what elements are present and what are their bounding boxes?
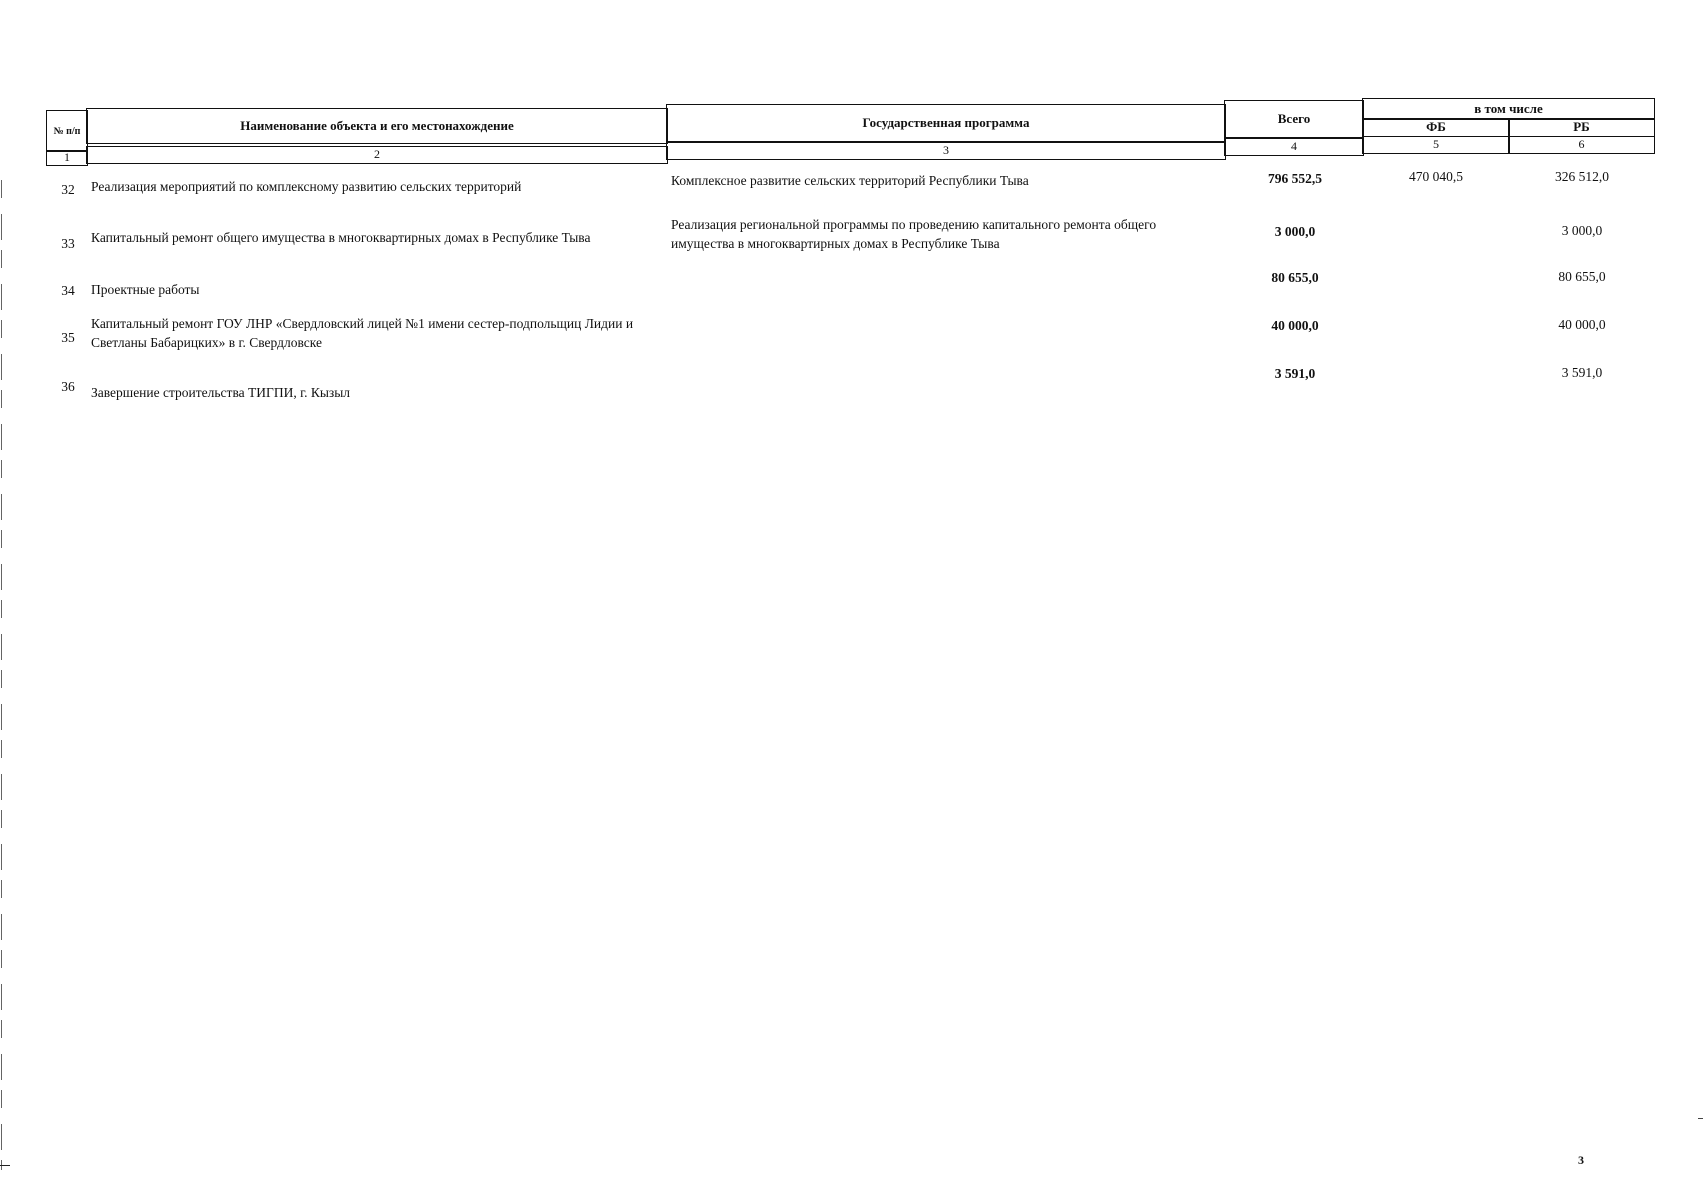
row-36-rb: 3 591,0 bbox=[1561, 365, 1603, 380]
header-col-rb: РБ bbox=[1508, 118, 1655, 137]
row-33-num: 33 bbox=[61, 236, 75, 251]
row-32-total: 796 552,5 bbox=[1268, 171, 1322, 186]
row-32-fb: 470 040,5 bbox=[1409, 169, 1463, 184]
scan-corner-artifact bbox=[0, 1165, 10, 1166]
row-33-rb: 3 000,0 bbox=[1561, 223, 1603, 238]
column-number-6: 6 bbox=[1508, 136, 1655, 154]
row-34-total: 80 655,0 bbox=[1271, 270, 1319, 285]
row-34-num: 34 bbox=[61, 283, 75, 298]
row-34-name: Проектные работы bbox=[91, 282, 200, 297]
row-35-total: 40 000,0 bbox=[1271, 318, 1319, 333]
row-33-total: 3 000,0 bbox=[1274, 224, 1316, 239]
row-32-program: Комплексное развитие сельских территорий Республики Тыва bbox=[671, 173, 1029, 188]
row-33-program: Реализация региональной программы по проведению капитального ремонта общего имущества в многоквартирных домах в Республике Тыва bbox=[671, 217, 1157, 251]
header-col-fb: ФБ bbox=[1362, 118, 1510, 137]
header-col-num: № п/п bbox=[46, 110, 88, 152]
column-number-2: 2 bbox=[86, 146, 668, 164]
row-32-num: 32 bbox=[61, 182, 75, 197]
row-35-name: Капитальный ремонт ГОУ ЛНР «Свердловский лицей №1 имени сестер-подпольщиц Лидии и Светланы Бабарицких» в г. Свердловске bbox=[91, 316, 634, 350]
row-34-rb: 80 655,0 bbox=[1558, 269, 1606, 284]
header-col-total: Всего bbox=[1224, 100, 1364, 138]
row-36-name: Завершение строительства ТИГПИ, г. Кызыл bbox=[91, 385, 351, 400]
row-36-num: 36 bbox=[61, 379, 75, 394]
row-35-num: 35 bbox=[61, 330, 75, 345]
header-col-including: в том числе bbox=[1362, 98, 1655, 120]
page-number: 3 bbox=[1578, 1153, 1584, 1167]
row-35-rb: 40 000,0 bbox=[1558, 317, 1606, 332]
column-number-3: 3 bbox=[666, 142, 1226, 160]
row-32-rb: 326 512,0 bbox=[1555, 169, 1609, 184]
column-number-4: 4 bbox=[1224, 138, 1364, 156]
column-number-5: 5 bbox=[1362, 136, 1510, 154]
header-col-name: Наименование объекта и его местонахождение bbox=[86, 108, 668, 144]
column-number-1: 1 bbox=[46, 150, 88, 166]
scan-right-mark bbox=[1698, 1118, 1703, 1119]
row-36-total: 3 591,0 bbox=[1274, 366, 1316, 381]
row-33-name: Капитальный ремонт общего имущества в многоквартирных домах в Республике Тыва bbox=[91, 230, 591, 245]
row-32-name: Реализация мероприятий по комплексному развитию сельских территорий bbox=[91, 179, 522, 194]
header-col-program: Государственная программа bbox=[666, 104, 1226, 142]
scan-edge-artifact bbox=[1, 180, 2, 1170]
